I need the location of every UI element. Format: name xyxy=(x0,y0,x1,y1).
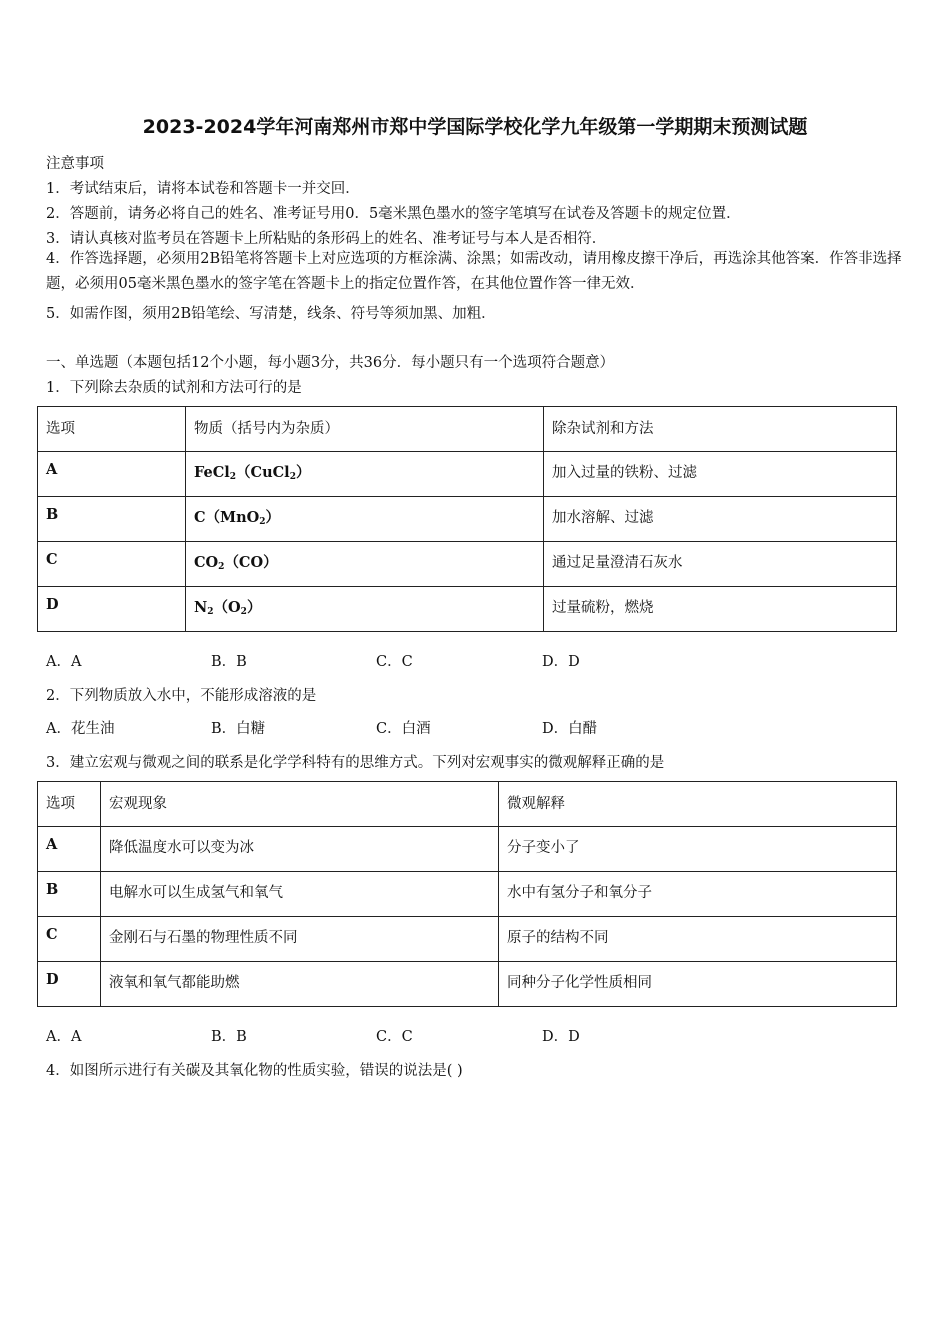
table-row xyxy=(38,962,897,1007)
answer-option-d[interactable]: D．D xyxy=(542,1029,580,1045)
phenomenon-cell: 液氧和氧气都能助燃 xyxy=(101,962,499,1007)
table-header-row xyxy=(38,407,897,452)
answer-option-a[interactable]: A．花生油 xyxy=(46,721,115,737)
notice-item-3: 3．请认真核对监考员在答题卡上所粘贴的条形码上的姓名、准考证号与本人是否相符． xyxy=(46,231,607,247)
answer-option-c[interactable]: C．白酒 xyxy=(376,721,431,737)
option-cell: B xyxy=(38,872,101,917)
phenomenon-cell: 电解水可以生成氢气和氧气 xyxy=(101,872,499,917)
substance-cell: C（MnO$_2$） xyxy=(186,497,544,542)
answer-option-d[interactable]: D．D xyxy=(542,654,580,670)
question-3-stem: 3．建立宏观与微观之间的联系是化学学科特有的思维方式。下列对宏观事实的微观解释正确的是 xyxy=(46,755,665,771)
question-4-stem: 4．如图所示进行有关碳及其氧化物的性质实验，错误的说法是( ) xyxy=(46,1063,463,1079)
header-cell: 除杂试剂和方法 xyxy=(544,407,897,452)
question-3-table xyxy=(37,781,897,1007)
answer-option-c[interactable]: C．C xyxy=(376,654,413,670)
table-row xyxy=(38,587,897,632)
answer-option-a[interactable]: A．A xyxy=(46,1029,82,1045)
option-cell: C xyxy=(38,917,101,962)
explanation-cell: 分子变小了 xyxy=(499,827,897,872)
table-row xyxy=(38,917,897,962)
option-cell: A xyxy=(38,452,186,497)
explanation-cell: 水中有氢分子和氧分子 xyxy=(499,872,897,917)
phenomenon-cell: 金刚石与石墨的物理性质不同 xyxy=(101,917,499,962)
notice-item-4: 4．作答选择题，必须用2B铅笔将答题卡上对应选项的方框涂满、涂黑；如需改动，请用橡皮擦干净后，再选涂其他答案．作答非选择题，必须用05毫米黑色墨水的签字笔在答题卡上的指定位置作答，在其他位置作答一律无效． xyxy=(46,251,902,292)
question-2-stem: 2．下列物质放入水中，不能形成溶液的是 xyxy=(46,688,317,704)
option-cell: B xyxy=(38,497,186,542)
table-row xyxy=(38,827,897,872)
explanation-cell: 原子的结构不同 xyxy=(499,917,897,962)
section-heading: 一、单选题（本题包括12个小题，每小题3分，共36分．每小题只有一个选项符合题意） xyxy=(46,355,615,371)
question-1-table xyxy=(37,406,897,632)
exam-title: 2023-2024学年河南郑州市郑中学国际学校化学九年级第一学期期末预测试题 xyxy=(142,116,808,138)
explanation-cell: 同种分子化学性质相同 xyxy=(499,962,897,1007)
option-cell: C xyxy=(38,542,186,587)
notice-item-1: 1．考试结束后，请将本试卷和答题卡一并交回． xyxy=(46,181,360,197)
method-cell: 通过足量澄清石灰水 xyxy=(544,542,897,587)
method-cell: 加水溶解、过滤 xyxy=(544,497,897,542)
substance-cell: $N_2(O_2)$ xyxy=(186,587,544,632)
answer-option-b[interactable]: B．B xyxy=(211,654,247,670)
header-cell: 物质（括号内为杂质） xyxy=(186,407,544,452)
header-cell: 选项 xyxy=(38,407,186,452)
substance-cell: FeCl$_2$（CuCl$_2$） xyxy=(186,452,544,497)
table-row xyxy=(38,872,897,917)
method-cell: 加入过量的铁粉、过滤 xyxy=(544,452,897,497)
answer-option-c[interactable]: C．C xyxy=(376,1029,413,1045)
option-cell: D xyxy=(38,587,186,632)
header-cell: 宏观现象 xyxy=(101,782,499,827)
table-row xyxy=(38,542,897,587)
method-cell: 过量硫粉，燃烧 xyxy=(544,587,897,632)
option-cell: D xyxy=(38,962,101,1007)
option-cell: A xyxy=(38,827,101,872)
phenomenon-cell: 降低温度水可以变为冰 xyxy=(101,827,499,872)
header-cell: 选项 xyxy=(38,782,101,827)
table-header-row xyxy=(38,782,897,827)
header-cell: 微观解释 xyxy=(499,782,897,827)
table-row xyxy=(38,497,897,542)
answer-option-b[interactable]: B．B xyxy=(211,1029,247,1045)
answer-option-d[interactable]: D．白醋 xyxy=(542,721,598,737)
notice-heading: 注意事项 xyxy=(46,156,104,172)
table-row xyxy=(38,452,897,497)
substance-cell: $CO_2(CO)$ xyxy=(186,542,544,587)
notice-item-2: 2．答题前，请务必将自己的姓名、准考证号用0．5毫米黑色墨水的签字笔填写在试卷及答题卡的规定位置． xyxy=(46,206,741,222)
notice-item-5: 5．如需作图，须用2B铅笔绘、写清楚，线条、符号等须加黑、加粗． xyxy=(46,306,496,322)
answer-option-a[interactable]: A．A xyxy=(46,654,82,670)
answer-option-b[interactable]: B．白糖 xyxy=(211,721,266,737)
question-1-stem: 1．下列除去杂质的试剂和方法可行的是 xyxy=(46,380,302,396)
